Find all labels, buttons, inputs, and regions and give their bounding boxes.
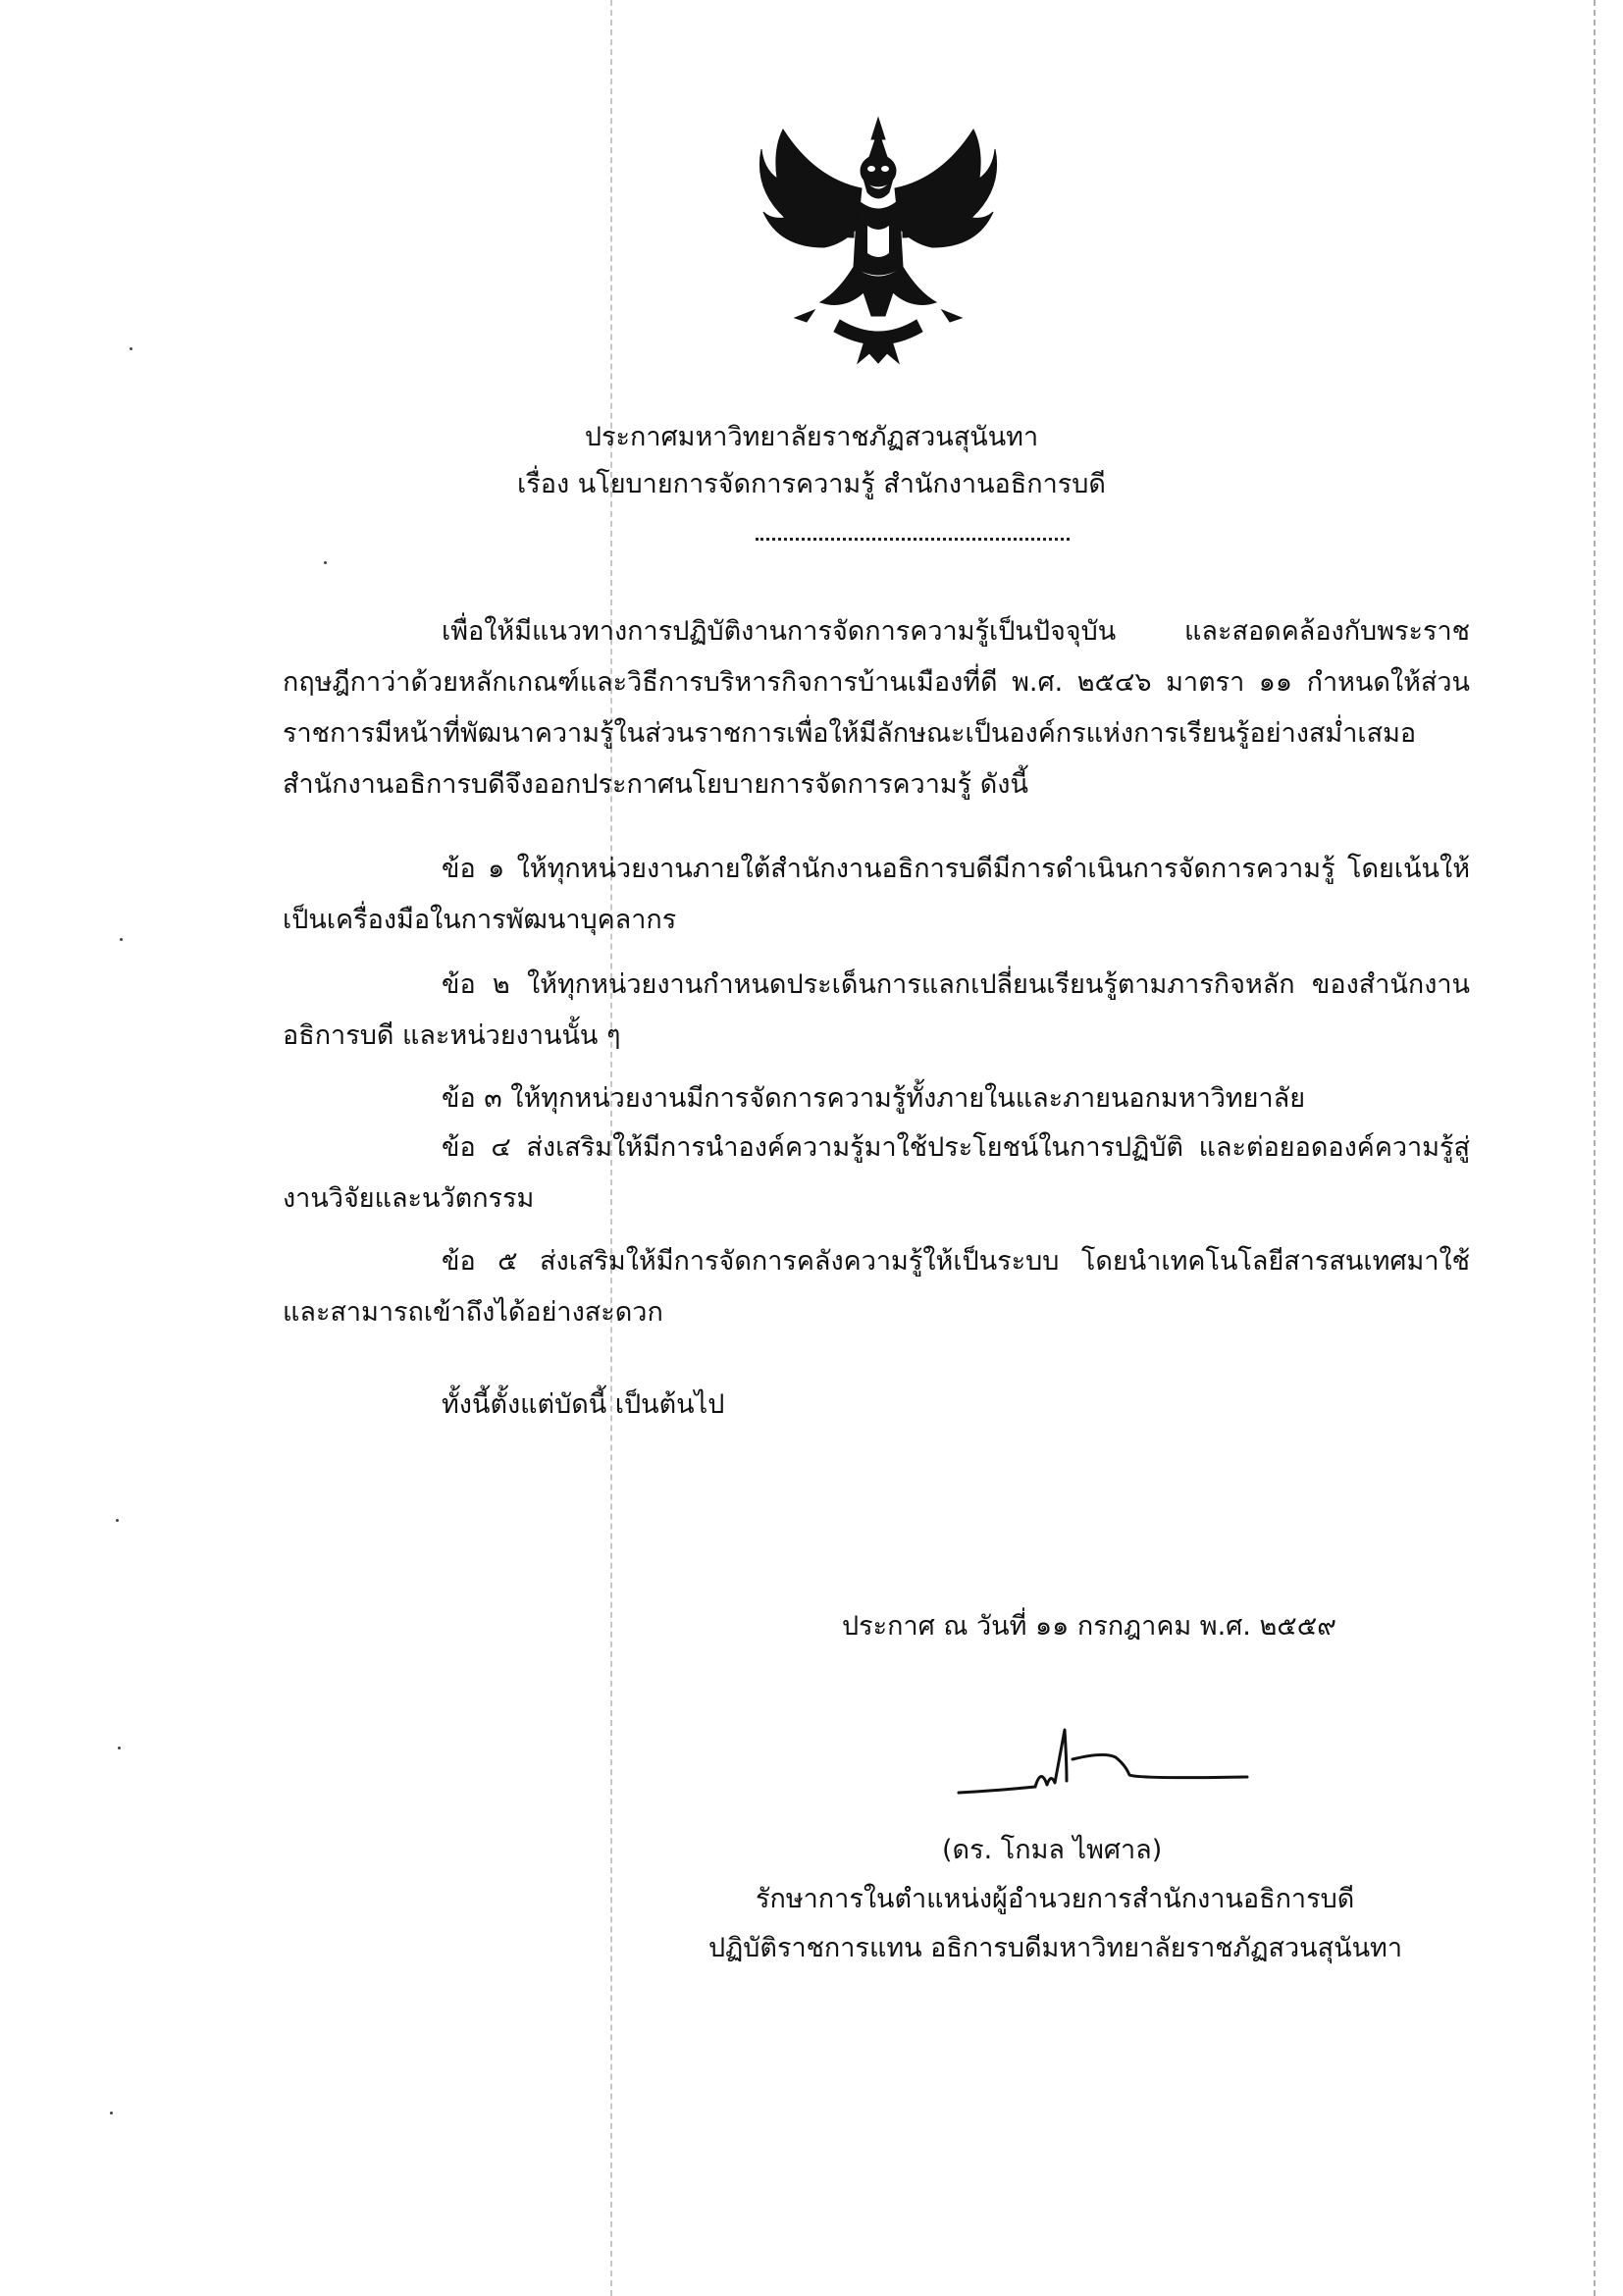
signatory-position-2: ปฏิบัติราชการแทน อธิการบดีมหาวิทยาลัยราชภัฏสวนสุนันทา: [708, 1933, 1402, 1963]
announcement-date: ประกาศ ณ วันที่ ๑๑ กรกฎาคม พ.ศ. ๒๕๕๙: [842, 1611, 1336, 1642]
scan-speck: [324, 561, 327, 564]
scan-speck: [116, 1519, 119, 1522]
dotted-divider: [756, 538, 1070, 541]
signatory-name: (ดร. โกมล ไพศาล): [942, 1835, 1163, 1865]
clause-3: ข้อ ๓ ให้ทุกหน่วยงานมีการจัดการความรู้ทั้งภายในและภายนอกมหาวิทยาลัย: [442, 1083, 1306, 1114]
announcement-title: ประกาศมหาวิทยาลัยราชภัฏสวนสุนันทา: [584, 422, 1039, 452]
clause-2: ข้อ ๒ ให้ทุกหน่วยงานกำหนดประเด็นการแลกเปลี่ยนเรียนรู้ตามภารกิจหลัก ของสำนักงานอธิการบดี และหน่วยงานนั้น ๆ: [283, 969, 1470, 1051]
clause-4: ข้อ ๔ ส่งเสริมให้มีการนำองค์ความรู้มาใช้ประโยชน์ในการปฏิบัติ และต่อยอดองค์ความรู้สู่งานวิจัยและนวัตกรรม: [283, 1132, 1470, 1214]
scan-speck: [118, 1747, 121, 1749]
clause-1: ข้อ ๑ ให้ทุกหน่วยงานภายใต้สำนักงานอธิการบดีมีการดำเนินการจัดการความรู้ โดยเน้นให้เป็นเครื่องมือในการพัฒนาบุคลากร: [283, 854, 1470, 935]
scan-speck: [120, 938, 123, 941]
handwritten-signature-icon: [957, 1722, 1251, 1830]
clause-5: ข้อ ๕ ส่งเสริมให้มีการจัดการคลังความรู้ให้เป็นระบบ โดยนำเทคโนโลยีสารสนเทศมาใช้และสามารถเข้าถึงได้อย่างสะดวก: [283, 1246, 1470, 1328]
signatory-position-1: รักษาการในตำแหน่งผู้อำนวยการสำนักงานอธิการบดี: [756, 1884, 1355, 1914]
closing-statement: ทั้งนี้ตั้งแต่บัดนี้ เป็นต้นไป: [442, 1389, 725, 1420]
scan-speck: [130, 347, 132, 350]
preamble-paragraph: เพื่อให้มีแนวทางการปฏิบัติงานการจัดการความรู้เป็นปัจจุบัน และสอดคล้องกับพระราชกฤษฎีกาว่าด้วยหลักเกณฑ์และวิธีการบริหารกิจการบ้านเมืองที่ดี พ.ศ. ๒๕๔๖ มาตรา ๑๑ กำหนดให้ส่วนราชการมีหน้าที่พัฒนาความรู้ในส่วนราชการเพื่อให้มีลักษณะเป็นองค์กรแห่งการเรียนรู้อย่างสม่ำเสมอ สำนักงานอธิการบดีจึงออกประกาศนโยบายการจัดการความรู้ ดังนี้: [283, 616, 1470, 800]
scan-edge-line: [1594, 0, 1596, 2296]
scan-speck: [110, 2112, 113, 2114]
announcement-subject: เรื่อง นโยบายการจัดการความรู้ สำนักงานอธิการบดี: [517, 469, 1106, 499]
garuda-emblem-icon: [756, 110, 1001, 365]
